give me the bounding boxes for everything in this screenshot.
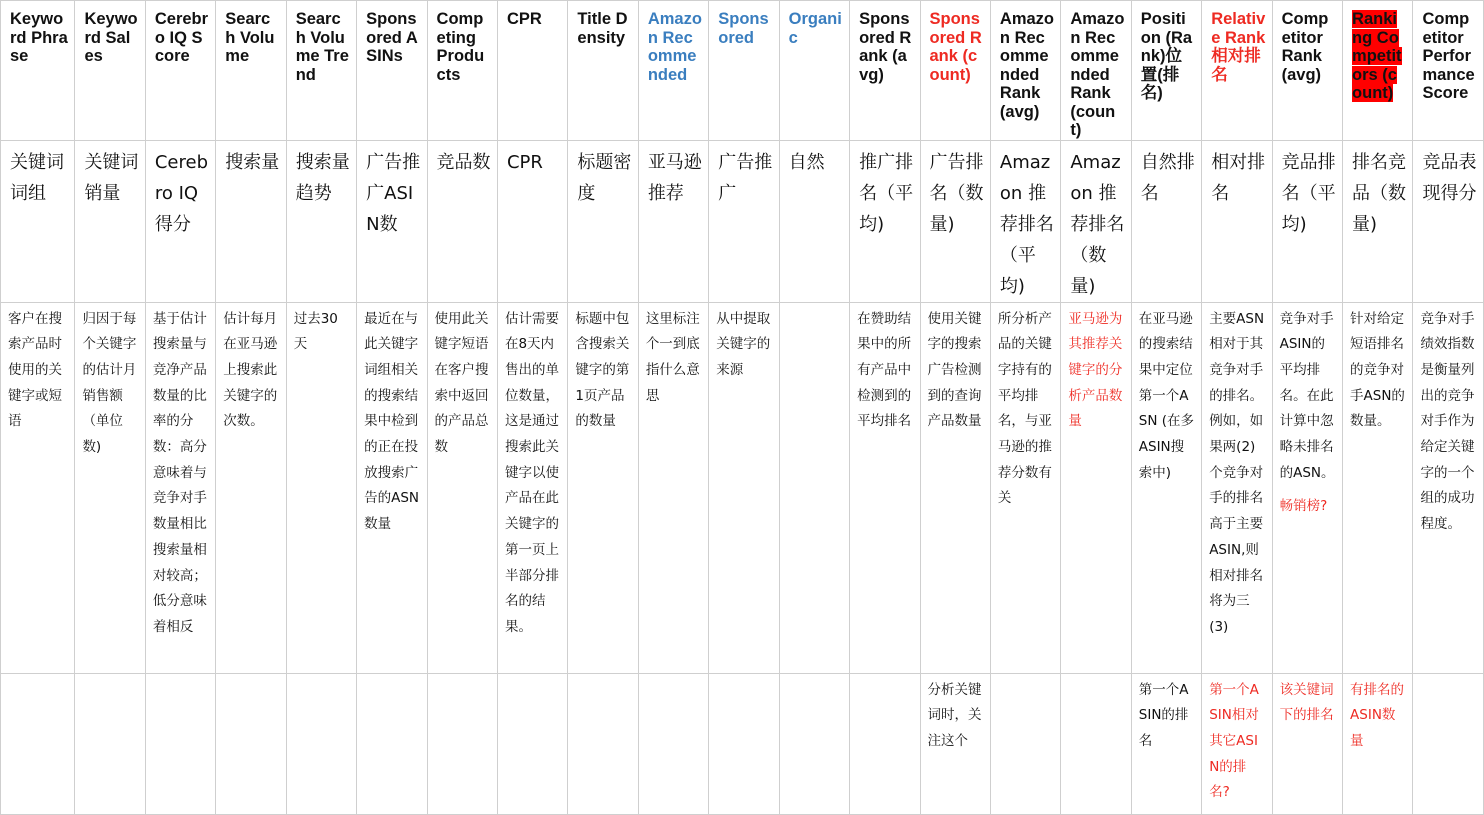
header-en-competitor-rank-avg: Competitor Rank (avg) xyxy=(1272,1,1342,141)
header-en-competing-products: Competing Products xyxy=(427,1,497,141)
header-en-search-volume-trend: Search Volume Trend xyxy=(286,1,356,141)
note-amazon-recommended-rank-count xyxy=(1061,673,1131,814)
desc-competitor-rank-avg: 竞争对手ASIN的平均排名。在此计算中忽略未排名的ASN。 xyxy=(1279,310,1335,481)
note-keyword-phrase xyxy=(1,673,75,814)
header-en-title-density: Title Density xyxy=(568,1,638,141)
note-position-rank: 第一个ASIN的排名 xyxy=(1131,673,1201,814)
note-sponsored-rank-avg xyxy=(850,673,920,814)
desc-sponsored: 从中提取关键字的来源 xyxy=(709,302,779,673)
desc-amazon-recommended-rank-avg: 所分析产品的关键字持有的平均排名，与亚马逊的推荐分数有关 xyxy=(990,302,1060,673)
description-row xyxy=(1,302,1484,673)
desc-competitor-performance-score: 竞争对手绩效指数是衡量列出的竞争对手作为给定关键字的一个组的成功程度。 xyxy=(1413,302,1484,673)
header-en-sponsored-asins: Sponsored ASINs xyxy=(357,1,427,141)
note-search-volume-trend xyxy=(286,673,356,814)
header-en-cerebro-iq-score: Cerebro IQ Score xyxy=(145,1,215,141)
header-en-sponsored-rank-avg: Sponsored Rank (avg) xyxy=(850,1,920,141)
note-row xyxy=(1,673,1484,814)
header-zh-competitor-performance-score: 竞品表现得分 xyxy=(1413,140,1484,302)
desc-competitor-rank-avg-cell xyxy=(1272,302,1342,673)
header-zh-sponsored-rank-avg: 推广排名（平均) xyxy=(850,140,920,302)
desc-cpr: 估计需要在8天内售出的单位数量，这是通过搜索此关键字以使产品在此关键字的第一页上半部分排名的结果。 xyxy=(497,302,567,673)
note-competing-products xyxy=(427,673,497,814)
header-zh-organic: 自然 xyxy=(779,140,849,302)
header-en-amazon-recommended: Amazon Recommended xyxy=(638,1,708,141)
note-cerebro-iq-score xyxy=(145,673,215,814)
header-zh-amazon-recommended-rank-avg: Amazon 推荐排名 （平均) xyxy=(990,140,1060,302)
header-zh-keyword-phrase: 关键词词组 xyxy=(1,140,75,302)
header-zh-cpr: CPR xyxy=(497,140,567,302)
header-en-keyword-phrase: Keyword Phrase xyxy=(1,1,75,141)
desc-keyword-sales: 归因于每个关键字的估计月销售额（单位数) xyxy=(75,302,145,673)
desc-search-volume-trend: 过去30天 xyxy=(286,302,356,673)
header-en-cpr: CPR xyxy=(497,1,567,141)
header-en-organic: Organic xyxy=(779,1,849,141)
note-ranking-competitors-count: 有排名的ASIN数量 xyxy=(1343,673,1413,814)
header-zh-search-volume: 搜索量 xyxy=(216,140,286,302)
header-zh-keyword-sales: 关键词销量 xyxy=(75,140,145,302)
header-en-sponsored: Sponsored xyxy=(709,1,779,141)
english-header-row xyxy=(1,1,1484,141)
header-zh-competitor-rank-avg: 竞品排名（平均) xyxy=(1272,140,1342,302)
header-en-ranking-competitors-count xyxy=(1343,1,1413,141)
header-zh-cerebro-iq-score: Cerebro IQ 得分 xyxy=(145,140,215,302)
header-en-competitor-performance-score: Competitor Performance Score xyxy=(1413,1,1484,141)
desc-sponsored-rank-count: 使用关键字的搜索广告检测到的查询产品数量 xyxy=(920,302,990,673)
desc-competitor-rank-avg-extra: 畅销榜? xyxy=(1279,498,1328,515)
header-zh-relative-rank: 相对排名 xyxy=(1202,140,1272,302)
desc-title-density: 标题中包含搜索关键字的第1页产品的数量 xyxy=(568,302,638,673)
desc-competing-products: 使用此关键字短语在客户搜索中返回的产品总数 xyxy=(427,302,497,673)
header-zh-title-density: 标题密度 xyxy=(568,140,638,302)
note-relative-rank: 第一个ASIN相对其它ASIN的排名? xyxy=(1202,673,1272,814)
desc-sponsored-rank-avg: 在赞助结果中的所有产品中检测到的平均排名 xyxy=(850,302,920,673)
header-zh-position-rank: 自然排名 xyxy=(1131,140,1201,302)
note-sponsored-rank-count: 分析关键词时，关注这个 xyxy=(920,673,990,814)
highlighted-header-text: Ranking Competitors (count) xyxy=(1352,10,1402,102)
desc-amazon-recommended-rank-count: 亚马逊为其推荐关键字的分析产品数量 xyxy=(1061,302,1131,673)
header-zh-ranking-competitors-count: 排名竞品（数量) xyxy=(1343,140,1413,302)
note-keyword-sales xyxy=(75,673,145,814)
note-cpr xyxy=(497,673,567,814)
desc-ranking-competitors-count: 针对给定短语排名的竞争对手ASN的数量。 xyxy=(1343,302,1413,673)
desc-keyword-phrase: 客户在搜索产品时使用的关键字或短语 xyxy=(1,302,75,673)
desc-position-rank: 在亚马逊的搜索结果中定位第一个ASN (在多ASIN搜索中) xyxy=(1131,302,1201,673)
desc-cerebro-iq-score: 基于估计搜索量与竞净产品数量的比率的分数：高分意味着与竞争对手数量相比搜索量相对较高；低分意味着相反 xyxy=(145,302,215,673)
header-en-position-rank: Position (Rank)位置(排名) xyxy=(1131,1,1201,141)
header-zh-competing-products: 竞品数 xyxy=(427,140,497,302)
desc-amazon-recommended: 这里标注个一到底指什么意思 xyxy=(638,302,708,673)
header-zh-sponsored-rank-count: 广告排名（数量) xyxy=(920,140,990,302)
note-organic xyxy=(779,673,849,814)
desc-sponsored-asins: 最近在与此关键字词组相关的搜索结果中检到的正在投放搜索广告的ASN数量 xyxy=(357,302,427,673)
header-en-search-volume: Search Volume xyxy=(216,1,286,141)
note-amazon-recommended-rank-avg xyxy=(990,673,1060,814)
note-amazon-recommended xyxy=(638,673,708,814)
desc-organic xyxy=(779,302,849,673)
note-search-volume xyxy=(216,673,286,814)
desc-relative-rank: 主要ASN相对于其竞争对手的排名。例如，如果两(2)个竞争对手的排名高于主要ASIN,则相对排名将为三(3) xyxy=(1202,302,1272,673)
header-zh-amazon-recommended: 亚马逊推荐 xyxy=(638,140,708,302)
note-sponsored-asins xyxy=(357,673,427,814)
header-zh-search-volume-trend: 搜索量趋势 xyxy=(286,140,356,302)
header-en-keyword-sales: Keyword Sales xyxy=(75,1,145,141)
chinese-header-row xyxy=(1,140,1484,302)
note-competitor-performance-score xyxy=(1413,673,1484,814)
header-zh-amazon-recommended-rank-count: Amazon 推荐排名 （数量) xyxy=(1061,140,1131,302)
header-en-amazon-recommended-rank-avg: Amazon Recommended Rank (avg) xyxy=(990,1,1060,141)
header-en-amazon-recommended-rank-count: Amazon Recommended Rank (count) xyxy=(1061,1,1131,141)
note-competitor-rank-avg: 该关键词下的排名 xyxy=(1272,673,1342,814)
header-zh-sponsored: 广告推广 xyxy=(709,140,779,302)
header-en-sponsored-rank-count: Sponsored Rank (count) xyxy=(920,1,990,141)
note-title-density xyxy=(568,673,638,814)
note-sponsored xyxy=(709,673,779,814)
header-en-relative-rank: Relative Rank相对排名 xyxy=(1202,1,1272,141)
desc-search-volume: 估计每月在亚马逊上搜索此关键字的次数。 xyxy=(216,302,286,673)
header-zh-sponsored-asins: 广告推广ASIN数 xyxy=(357,140,427,302)
